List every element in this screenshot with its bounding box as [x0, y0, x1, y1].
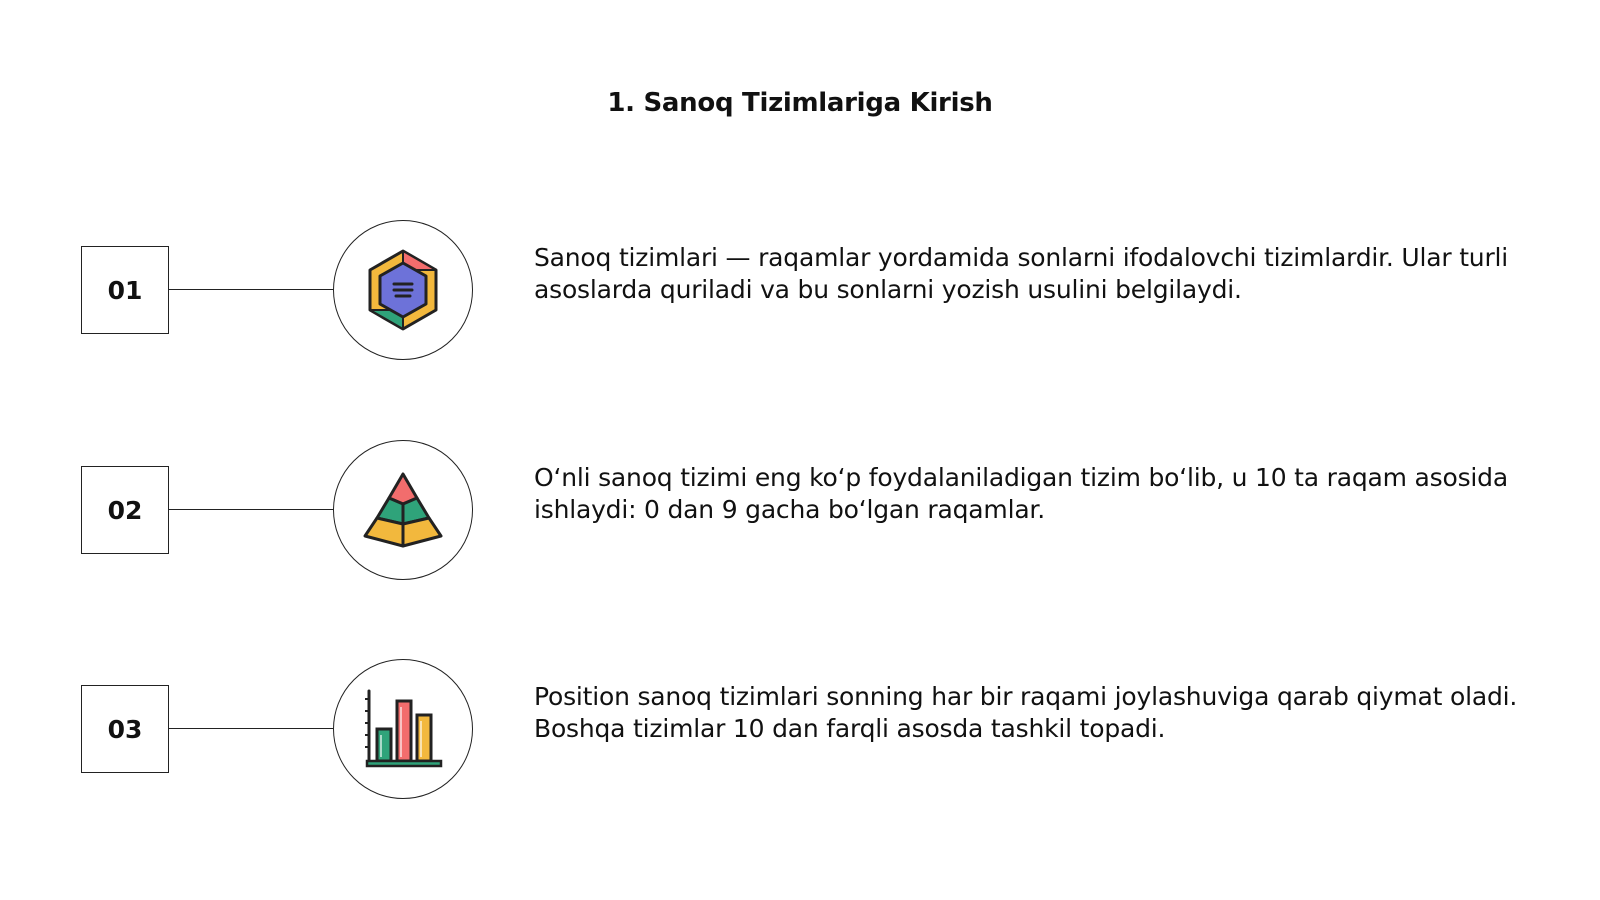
step-number-box: 02 — [81, 466, 169, 554]
list-item-2 — [0, 440, 1600, 580]
page-title: 1. Sanoq Tizimlariga Kirish — [607, 88, 993, 118]
list-item-1 — [0, 220, 1600, 360]
connector-line — [169, 728, 333, 729]
pyramid-icon — [363, 470, 443, 550]
connector-line — [169, 289, 333, 290]
item-description: Position sanoq tizimlari sonning har bir raqami joylashuviga qarab qiymat oladi. Boshqa tizimlar 10 dan farqli asosda tashkil topadi. — [534, 682, 1518, 743]
icon-circle — [333, 440, 473, 580]
step-number-box: 01 — [81, 246, 169, 334]
icon-circle — [333, 659, 473, 799]
bar-chart-icon — [363, 689, 443, 769]
icon-circle — [333, 220, 473, 360]
hexagon-icon — [366, 249, 440, 331]
step-number-box: 03 — [81, 685, 169, 773]
list-item-3 — [0, 659, 1600, 799]
connector-line — [169, 509, 333, 510]
item-description: Sanoq tizimlari — raqamlar yordamida sonlarni ifodalovchi tizimlardir. Ular turli asoslarda quriladi va bu sonlarni yozish usulini belgilaydi. — [534, 243, 1509, 304]
item-description: O‘nli sanoq tizimi eng ko‘p foydalaniladigan tizim bo‘lib, u 10 ta raqam asosida ishlaydi: 0 dan 9 gacha bo‘lgan raqamlar. — [534, 463, 1508, 524]
